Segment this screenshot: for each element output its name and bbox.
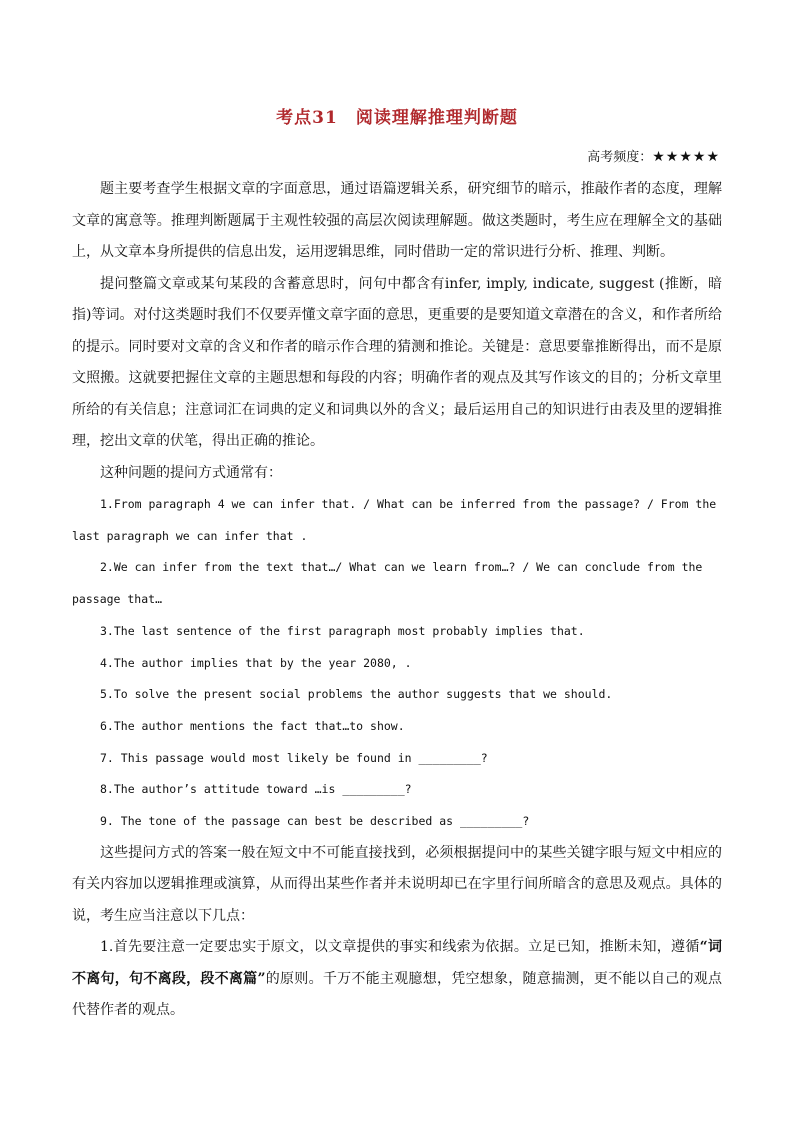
question-item-9: 9. The tone of the passage can best be described as _________? [100, 814, 530, 829]
question-item-8: 8.The author’s attitude toward …is _________? [100, 782, 412, 797]
tip-1-principle: “词不离句，句不离段，段不离篇” [72, 939, 722, 987]
question-item-7: 7. This passage would most likely be found in _________? [100, 750, 488, 765]
tip-1-paragraph [72, 932, 722, 1027]
question-item-1: 1.From paragraph 4 we can infer that. / What can be inferred from the passage? / From the last paragraph we can infer that . [72, 497, 717, 543]
star-rating-icon: ★★★★★ [652, 149, 720, 165]
tip-1-text-a: 1.首先要注意一定要忠实于原文，以文章提供的事实和线索为依据。立足已知，推断未知，遵循 [100, 939, 700, 956]
question-types-heading: 这种问题的提问方式通常有： [100, 464, 282, 481]
document-body [72, 174, 722, 1027]
question-item-4: 4.The author implies that by the year 2080, . [100, 655, 412, 670]
question-item-5: 5.To solve the present social problems the author suggests that we should. [100, 687, 613, 702]
tip-1-text-b: 的原则。千万不能主观臆想，凭空想象，随意揣测，更不能以自己的观点代替作者的观点。 [72, 970, 723, 1019]
answer-strategy-paragraph: 这些提问方式的答案一般在短文中不可能直接找到，必须根据提问中的某些关键字眼与短文中相应的有关内容加以逻辑推理或演算，从而得出某些作者并未说明却已在字里行间所暗含的意思及观点。具体的说，考生应当注意以下几点： [72, 844, 722, 924]
question-item-3: 3.The last sentence of the first paragraph most probably implies that. [100, 623, 585, 638]
frequency-label: 高考频度： [587, 150, 653, 165]
method-paragraph: 提问整篇文章或某句某段的含蓄意思时，问句中都含有infer, imply, indicate, suggest (推断，暗指)等词。对付这类题时我们不仅要弄懂文章字面的意思，更重要的是要知道文章潜在的含义，和作者所给的提示。同时要对文章的含义和作者的暗示作合理的猜测和推论。关键是：意思要靠推断得出，而不是原文照搬。这就要把握住文章的主题思想和每段的内容；明确作者的观点及其写作该文的目的；分析文章里所给的有关信息；注意词汇在词典的定义和词典以外的含义；最后运用自己的知识进行由表及里的逻辑推理，挖出文章的伏笔，得出正确的推论。 [72, 275, 722, 449]
page-title: 考点31 阅读理解推理判断题 [276, 108, 518, 128]
question-item-6: 6.The author mentions the fact that…to show. [100, 718, 405, 733]
frequency-rating [587, 146, 720, 165]
question-item-2: 2.We can infer from the text that…/ What can we learn from…? / We can conclude from the passage that… [72, 560, 703, 607]
intro-paragraph: 题主要考查学生根据文章的字面意思，通过语篇逻辑关系，研究细节的暗示，推敲作者的态度，理解文章的寓意等。推理判断题属于主观性较强的高层次阅读理解题。做这类题时，考生应在理解全文的基础上，从文章本身所提供的信息出发，运用逻辑思维，同时借助一定的常识进行分析、推理、判断。 [72, 181, 722, 260]
